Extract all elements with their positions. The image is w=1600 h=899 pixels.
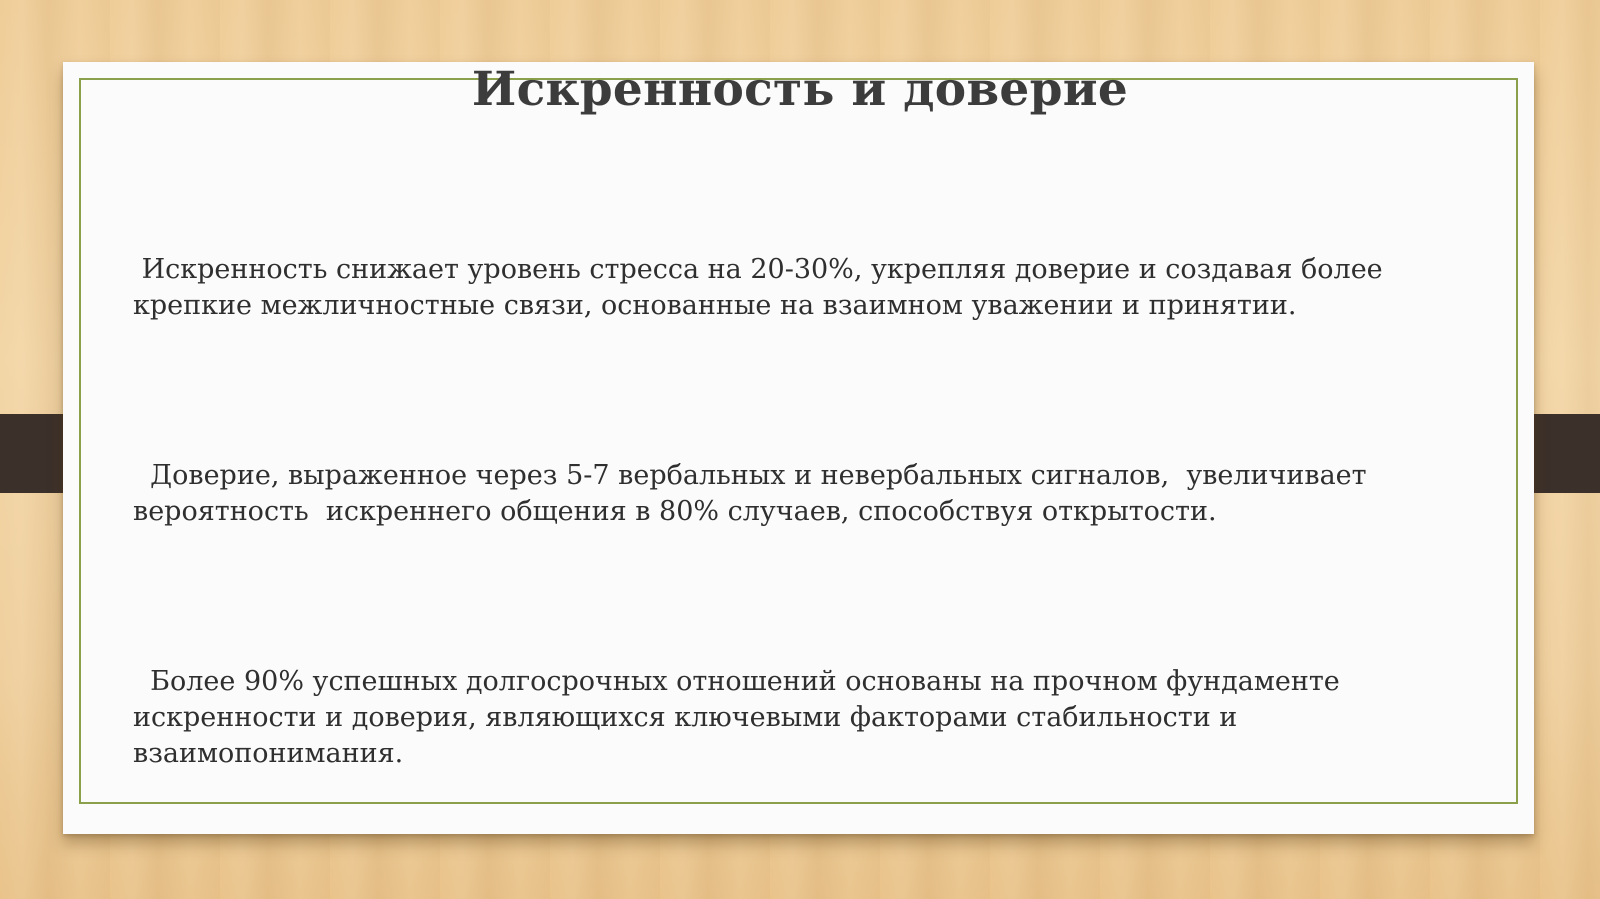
paragraph-sincerity-stress: Искренность снижает уровень стресса на 20-30%, укрепляя доверие и создавая более крепкие межличностные связи, основанные на взаимном уважении и принятии.: [133, 254, 1392, 321]
paragraph-trust-signals: Доверие, выраженное через 5-7 вербальных и невербальных сигналов, увеличивает вероятность искреннего общения в 80% случаев, способствуя открытости.: [133, 460, 1376, 527]
paragraph-long-term-relationships: Более 90% успешных долгосрочных отношений основаны на прочном фундаменте искренности и доверия, являющихся ключевыми факторами стабильности и взаимопонимания.: [133, 666, 1349, 769]
slide-title: Искренность и доверие: [471, 62, 1129, 117]
